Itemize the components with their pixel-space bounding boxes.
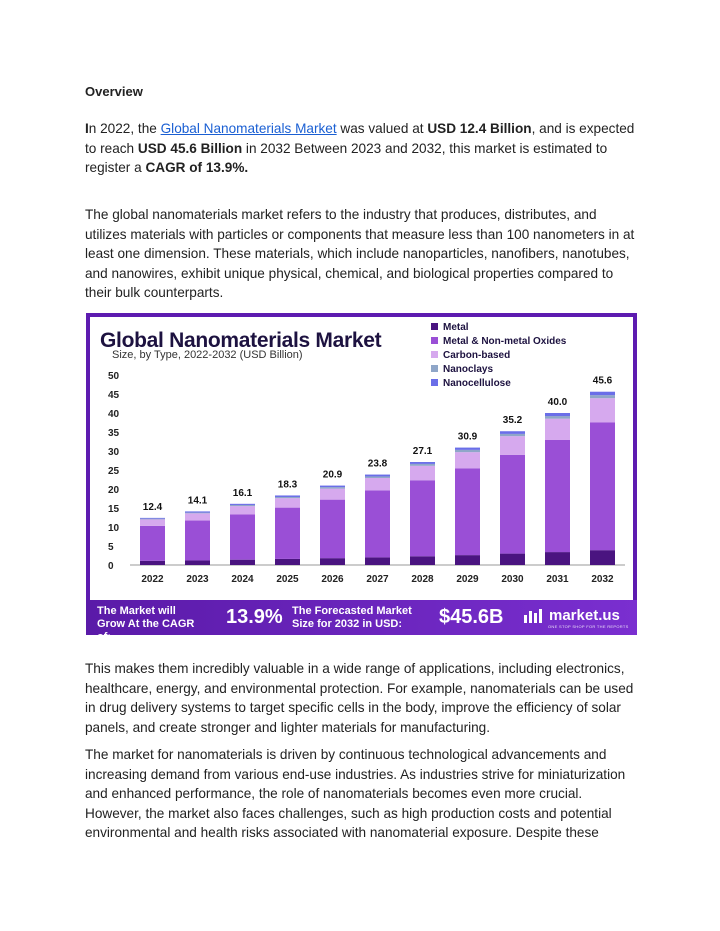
bar-segment [185, 513, 210, 520]
summary-banner [86, 600, 637, 643]
y-tick-label: 15 [108, 504, 120, 515]
bar-segment [545, 419, 570, 440]
legend-swatch [431, 365, 438, 372]
legend-swatch [431, 351, 438, 358]
cagr-value: CAGR of 13.9%. [145, 160, 249, 175]
legend-label: Metal [443, 322, 469, 333]
bar-segment [140, 526, 165, 561]
bar-total-label: 30.9 [457, 431, 478, 443]
bar-segment [410, 462, 435, 464]
cagr-caption: The Market will Grow At the CAGR of: [97, 605, 195, 643]
bar-segment [500, 436, 525, 455]
bar-segment [410, 464, 435, 466]
bar-segment [545, 552, 570, 565]
x-tick-label: 2027 [366, 574, 389, 585]
bar-segment [590, 398, 615, 422]
bar-segment [410, 466, 435, 480]
legend-label: Nanocellulose [443, 378, 511, 389]
bar-total-label: 23.8 [367, 458, 388, 470]
chart-subtitle: Size, by Type, 2022-2032 (USD Billion) [112, 349, 303, 361]
bar-segment [500, 554, 525, 565]
x-tick-label: 2026 [321, 574, 344, 585]
value-2022: USD 12.4 Billion [427, 121, 532, 136]
logo-icon [523, 608, 545, 624]
bar-segment [545, 413, 570, 416]
x-tick-label: 2025 [276, 574, 299, 585]
applications-paragraph: This makes them incredibly valuable in a wide range of applications, including electronics, healthcare, energy, and environmental protection. For example, nanomaterials can be used in drug delivery systems to target specific cells in the body, improve the efficiency of solar panels, and create stronger and lighter materials for manufacturing. [85, 661, 634, 735]
bar-total-label: 40.0 [547, 397, 568, 408]
logo-text: market.us [549, 607, 620, 624]
bar-segment [185, 511, 210, 512]
overview-heading: Overview [85, 84, 143, 99]
bar-segment [230, 506, 255, 514]
x-tick-label: 2029 [456, 574, 479, 585]
x-tick-label: 2031 [546, 574, 569, 585]
bar-segment [275, 495, 300, 497]
bar-segment [275, 498, 300, 508]
bar-chart [90, 317, 633, 600]
intro-text-1: n 2022, the [88, 121, 161, 136]
bar-segment [320, 558, 345, 565]
intro-text-3: , and is expected to reach [85, 121, 635, 156]
intro-text-2: was valued at [336, 121, 428, 136]
bar-total-label: 16.1 [232, 487, 253, 499]
forecast-caption: The Forecasted Market Size for 2032 in USD: [292, 605, 412, 630]
bar-segment [185, 521, 210, 561]
bar-segment [185, 560, 210, 565]
forecast-highlight: $45.6B [439, 606, 504, 628]
bar-segment [275, 559, 300, 565]
cagr-highlight: 13.9% [226, 606, 283, 628]
bar-segment [365, 557, 390, 565]
bar-segment [275, 508, 300, 559]
y-tick-label: 5 [108, 542, 114, 553]
bar-total-label: 35.2 [502, 415, 523, 427]
x-tick-label: 2023 [186, 574, 209, 585]
x-tick-label: 2022 [141, 574, 164, 585]
bar-segment [320, 500, 345, 559]
y-tick-label: 0 [108, 561, 114, 572]
bar-total-label: 20.9 [322, 469, 343, 481]
bar-segment [455, 448, 480, 450]
x-tick-label: 2024 [231, 574, 254, 585]
x-tick-label: 2032 [591, 574, 614, 585]
bar-total-label: 27.1 [412, 446, 433, 458]
bar-segment [455, 450, 480, 452]
bar-segment [320, 489, 345, 500]
intro-paragraph [85, 119, 637, 178]
market-infographic [86, 313, 637, 643]
bar-segment [140, 561, 165, 565]
bar-segment [365, 491, 390, 558]
drivers-paragraph: The market for nanomaterials is driven by continuous technological advancements and increasing demand from various end-use industries. As industries strive for miniaturization and enhanced performance, the role of nanomaterials becomes even more crucial. However, the market also faces challenges, such as high production costs and potential environmental and health risks associated with nanomaterial exposure. Despite these [85, 747, 626, 840]
bar-segment [410, 480, 435, 556]
bar-segment [230, 505, 255, 506]
chart-title: Global Nanomaterials Market [100, 329, 382, 352]
value-2032: USD 45.6 Billion [137, 140, 243, 156]
legend-label: Metal & Non-metal Oxides [443, 336, 567, 347]
bar-segment [230, 514, 255, 559]
bar-segment [590, 392, 615, 395]
bar-segment [590, 423, 615, 551]
bar-segment [410, 556, 435, 565]
chart-panel [90, 317, 633, 600]
y-tick-label: 50 [108, 371, 120, 382]
bar-total-label: 14.1 [187, 495, 208, 507]
intro-text-4: in 2032 Between 2023 and 2032, this market is estimated to register a [85, 140, 608, 175]
bar-segment [185, 513, 210, 514]
x-tick-label: 2028 [411, 574, 434, 585]
bar-total-label: 18.3 [277, 479, 298, 491]
bar-segment [500, 434, 525, 436]
bar-segment [365, 478, 390, 491]
logo-tagline: ONE STOP SHOP FOR THE REPORTS [548, 624, 629, 629]
bar-segment [590, 550, 615, 565]
legend-swatch [431, 323, 438, 330]
bar-total-label: 12.4 [142, 501, 163, 513]
bar-segment [275, 497, 300, 498]
bar-segment [320, 486, 345, 488]
y-tick-label: 45 [108, 390, 120, 401]
legend-swatch [431, 379, 438, 386]
drop-letter: I [85, 121, 89, 136]
y-tick-label: 35 [108, 428, 120, 439]
bar-segment [455, 452, 480, 468]
bar-segment [545, 416, 570, 419]
bar-segment [590, 395, 615, 398]
bar-segment [140, 519, 165, 520]
legend-label: Carbon-based [443, 350, 511, 361]
y-tick-label: 30 [108, 447, 120, 458]
definition-paragraph: The global nanomaterials market refers to the industry that produces, distributes, and utilizes materials with particles or components that measure less than 100 nanometers in at least one dimension. These materials, which include nanoparticles, nanofibers, nanotubes, and nanowires, exhibit unique physical, chemical, and biological properties compared to their bulk counterparts. [85, 207, 635, 300]
bar-segment [320, 487, 345, 489]
bar-segment [140, 518, 165, 519]
bar-total-label: 45.6 [592, 375, 613, 387]
market-link[interactable]: Global Nanomaterials Market [160, 121, 337, 136]
bar-segment [365, 476, 390, 478]
y-tick-label: 25 [108, 466, 120, 477]
bar-segment [500, 455, 525, 554]
legend-label: Nanoclays [443, 364, 494, 375]
legend-swatch [431, 337, 438, 344]
bar-segment [545, 440, 570, 552]
bar-segment [230, 504, 255, 505]
market-us-logo [523, 607, 620, 624]
bar-segment [365, 475, 390, 477]
y-tick-label: 20 [108, 485, 120, 496]
bar-segment [455, 468, 480, 555]
bar-segment [140, 519, 165, 525]
bar-segment [500, 431, 525, 434]
bar-segment [230, 560, 255, 565]
y-tick-label: 10 [108, 523, 120, 534]
x-tick-label: 2030 [501, 574, 524, 585]
bar-segment [455, 555, 480, 565]
y-tick-label: 40 [108, 409, 120, 420]
